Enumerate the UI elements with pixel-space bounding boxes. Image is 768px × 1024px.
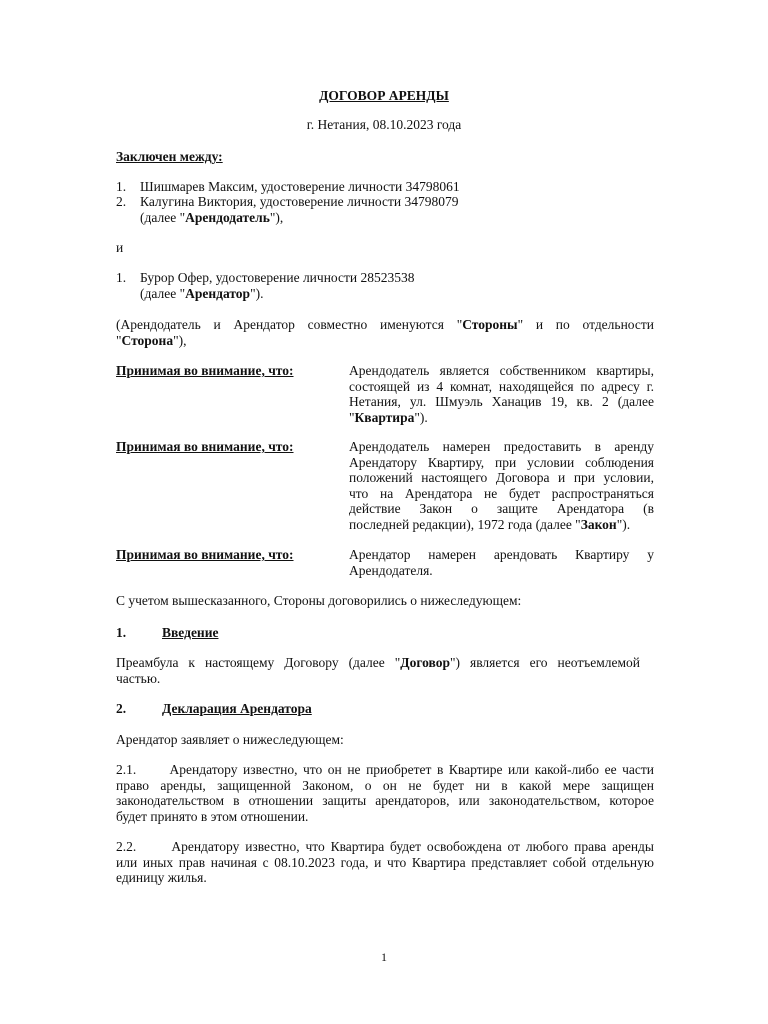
- section-1-text: Преамбула к настоящему Договору (далее "Договор") является его неотъемлемой частью.: [116, 655, 640, 686]
- consideration-1-label: Принимая во внимание, что:: [116, 363, 294, 378]
- and-conjunction: и: [116, 240, 124, 255]
- section-2-title: Декларация Арендатора: [162, 701, 312, 716]
- consideration-1-text: Арендодатель является собственником квартиры, состоящей из 4 комнат, находящейся по адресу г. Нетания, ул. Шмуэль Ханацив 19, кв. 2 (далее "Квартира").: [349, 363, 654, 425]
- place-date: г. Нетания, 08.10.2023 года: [306, 117, 462, 132]
- clause-2-2: 2.2. Арендатору известно, что Квартира будет освобождена от любого права аренды или иных прав начиная с 08.10.2023 года, и что Квартира представляет собой отдельную единицу жилья.: [116, 839, 654, 885]
- landlord-definition: (далее "Арендодатель"),: [140, 210, 284, 225]
- landlord-1-text: Шишмарев Максим, удостоверение личности 34798061: [140, 179, 460, 194]
- concluded-between-heading: Заключен между:: [116, 149, 223, 164]
- clause-2-1: 2.1. Арендатору известно, что он не приобретет в Квартире или какой-либо ее части право аренды, защищенной Законом, о он не будет ни в какой мере защищен законодательством в отношении защиты арендаторов, или законодательством, которое будет принято в этом отношении.: [116, 762, 654, 824]
- consideration-3-text: Арендатор намерен арендовать Квартиру у Арендодателя.: [349, 547, 654, 578]
- landlord-1-number: 1.: [116, 179, 127, 194]
- section-1-number: 1.: [116, 625, 127, 640]
- agreed-statement: С учетом вышесказанного, Стороны договорились о нижеследующем:: [116, 593, 522, 608]
- section-2-number: 2.: [116, 701, 127, 716]
- landlord-2-text: Калугина Виктория, удостоверение личности 34798079: [140, 194, 459, 209]
- tenant-definition: (далее "Арендатор").: [140, 286, 264, 301]
- consideration-2-text: Арендодатель намерен предоставить в аренду Арендатору Квартиру, при условии соблюдения положений настоящего Договора и при условии, что на Арендатора не будет распространяться действие Закон о защите Арендатора (в последней редакции), 1972 года (далее "Закон").: [349, 439, 654, 532]
- consideration-3-label: Принимая во внимание, что:: [116, 547, 294, 562]
- landlord-2-number: 2.: [116, 194, 127, 209]
- tenant-1-text: Бурор Офер, удостоверение личности 28523538: [140, 270, 415, 285]
- parties-definition: (Арендодатель и Арендатор совместно именуются "Стороны" и по отдельности "Сторона"),: [116, 317, 654, 348]
- consideration-2-label: Принимая во внимание, что:: [116, 439, 294, 454]
- section-2-intro: Арендатор заявляет о нижеследующем:: [116, 732, 344, 747]
- section-1-title: Введение: [162, 625, 219, 640]
- tenant-1-number: 1.: [116, 270, 127, 285]
- page-number: 1: [381, 950, 387, 964]
- document-title: ДОГОВОР АРЕНДЫ: [319, 88, 449, 103]
